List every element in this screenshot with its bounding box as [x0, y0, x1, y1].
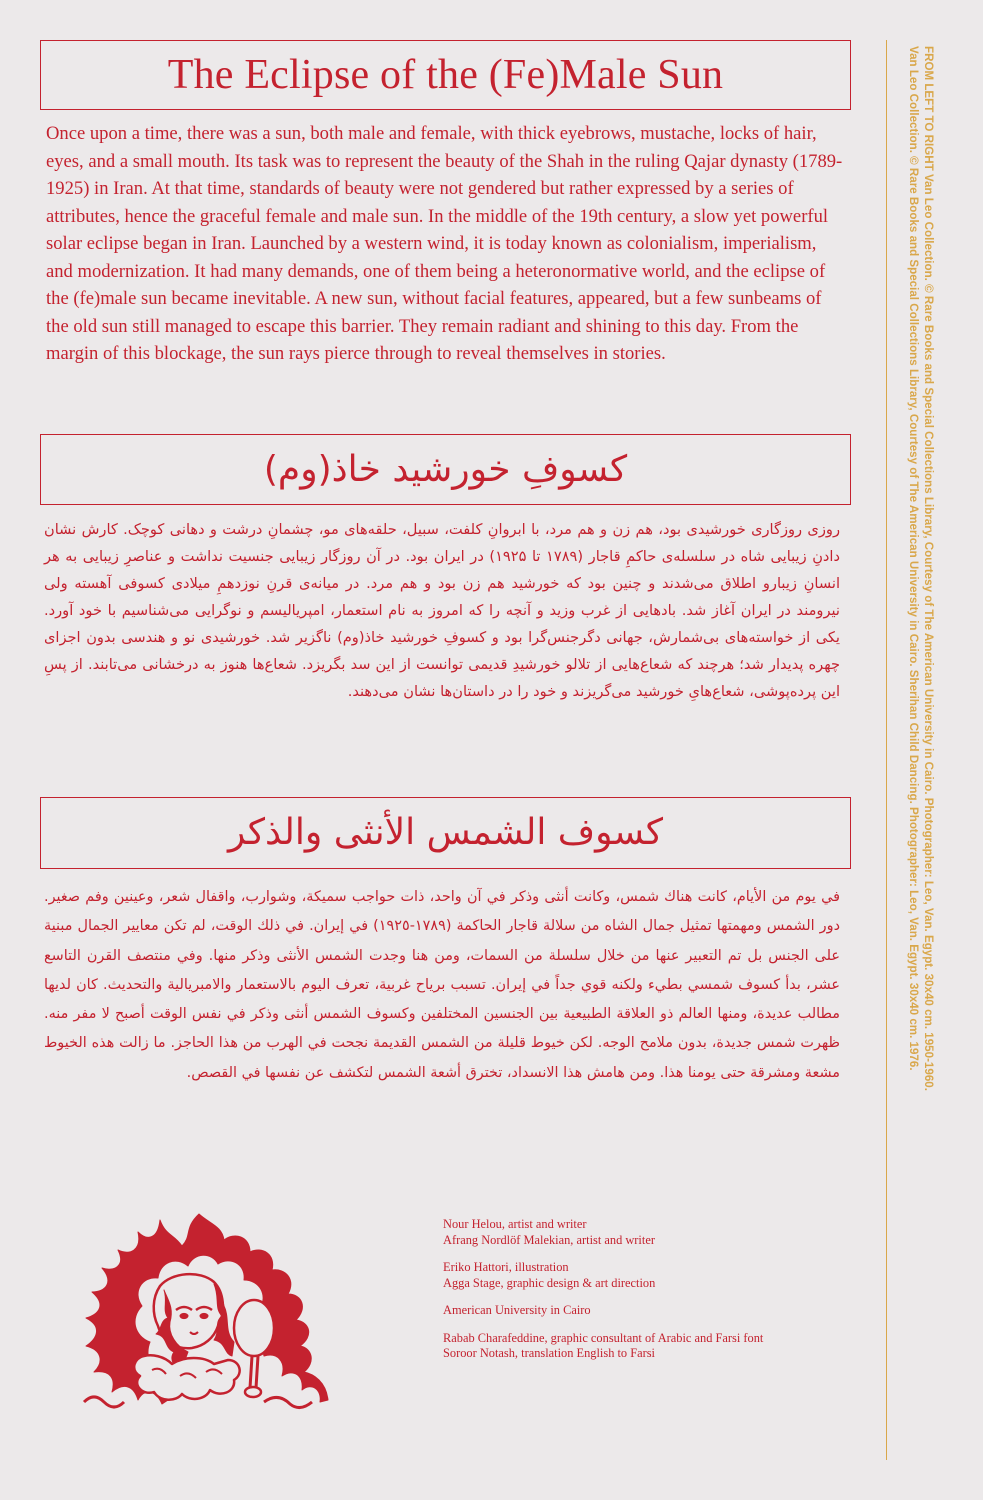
photo-credit-vertical	[906, 46, 936, 1446]
gold-divider	[886, 40, 887, 1460]
arabic-title: كسوف الشمس الأنثى والذكر	[228, 812, 663, 853]
farsi-title: کسوفِ خورشید خاذ(وم)	[263, 448, 628, 490]
credit-line: Nour Helou, artist and writer	[443, 1217, 587, 1231]
arabic-title-box	[40, 797, 851, 869]
credit-line: Agga Stage, graphic design & art direction	[443, 1275, 656, 1290]
credit-line: Eriko Hattori, illustration	[443, 1260, 569, 1274]
credit-group-design	[443, 1260, 873, 1291]
photo-credit-line-2: Van Leo Collection. © Rare Books and Special Collections Library, Courtesy of The American University in Cairo. Sherihan Child Dancing. Photographer: Leo, Van. Egypt. 30x40 cm. 1976.	[907, 46, 920, 1071]
flaming-sun-figure-icon	[64, 1206, 334, 1418]
credits	[443, 1217, 873, 1374]
photo-credit-line-1: FROM LEFT TO RIGHT Van Leo Collection. © Rare Books and Special Collections Library, Courtesy of The American University in Cairo. Photographer: Leo, Van. Egypt. 30x40 cm. 1950-1960.	[922, 46, 935, 1091]
farsi-title-box	[40, 434, 851, 505]
credit-line: Soroor Notash, translation English to Farsi	[443, 1346, 656, 1360]
credit-line: Afrang Nordlöf Malekian, artist and writer	[443, 1232, 655, 1247]
english-title: The Eclipse of the (Fe)Male Sun	[167, 52, 724, 98]
credit-group-consultants	[443, 1331, 873, 1362]
arabic-body: في يوم من الأيام، كانت هناك شمس، وكانت أنثى وذكر في آن واحد، ذات حواجب سميكة، وشوارب، واقفال شعر، وعينين وفم صغير. دور الشمس ومهمتها تمثيل جمال الشاه من سلالة قاجار الحاكمة (١٧٨٩-١٩٢٥) في إيران. في ذلك الوقت، لم تكن معايير الجمال مبنية على الجنس بل تم التعبير عنها من خلال سلسلة من السمات، ومن هنا وجدت الشمس الأنثى وذكر منها. وفي منتصف القرن التاسع عشر، بدأ كسوف شمسي بطيء ولكنه قوي جداً في إيران. تسبب برياح غربية، تعرف اليوم بالاستعمار والامبريالية والتحديث. كان لديها مطالب عديدة، ومنها العالم ذو العلاقة الطبيعية بين الجنسين المختلفين وكسوف الشمس أنثى وذكر في نفس الوقت أصبح لا مفر منه. ظهرت شمس جديدة، بدون ملامح الوجه. لكن خيوط قليلة من الشمس القديمة نجحت في الهرب من هذا الحاجز. ما زالت هذه الخيوط مشعة ومشرقة حتى يومنا هذا. ومن هامش هذا الانسداد، تخترق أشعة الشمس لتكشف عن نفسها في القصص.	[44, 889, 840, 1081]
credit-group-authors	[443, 1217, 873, 1248]
farsi-body: روزی روزگاری خورشیدی بود، هم زن و هم مرد، با ابروانِ کلفت، سبیل، حلقه‌های مو، چشمانِ درشت و دهانی کوچک. کارش نشان دادنِ زیبایی شاه در سلسله‌ی حاکمِ قاجار (۱۷۸۹ تا ۱۹۲۵) در ایران بود. در آن روزگار زیبایی جنسیت نداشت و عناصرِ زیبایی به هر انسانِ زیبارو اطلاق می‌شدند و چنین بود که خورشید هم زن بود و هم مرد. در میانه‌ی قرنِ نوزدهمِ میلادی کسوفی آهسته ولی نیرومند در ایران آغاز شد. بادهایی از غرب وزید و آنچه را که امروز به نام استعمار، امپریالیسم و نوگرایی می‌شناسیم با خود آورد. یکی از خواسته‌های بی‌شمارش، جهانی دگرجنس‌گرا بود و کسوفِ خورشید خاذ(وم) ناگزیر شد. خورشیدی نو و هندسی بدون اجزای چهره پدیدار شد؛ هرچند که شعاع‌هایی از تلالو خورشیدِ قدیمی توانست از این سد بگریزد. شعاع‌ها هنوز به درخشانی می‌تابند. از پسِ این پرده‌پوشی، شعاع‌هایِ خورشید می‌گریزند و خود را در داستان‌ها نشان می‌دهند.	[44, 521, 840, 700]
english-title-box	[40, 40, 851, 110]
english-body: Once upon a time, there was a sun, both male and female, with thick eyebrows, mustache, locks of hair, eyes, and a small mouth. Its task was to represent the beauty of the Shah in the ruling Qajar dynasty (1789-1925) in Iran. At that time, standards of beauty were not gendered but rather expressed by a series of attributes, hence the graceful female and male sun. In the middle of the 19th century, a slow yet powerful solar eclipse began in Iran. Launched by a western wind, it is today known as colonialism, imperialism, and modernization. It had many demands, one of them being a heteronormative world, and the eclipse of the (fe)male sun became inevitable. A new sun, without facial features, appeared, but a few sunbeams of the old sun still managed to escape this barrier. They remain radiant and shining to this day. From the margin of this blockage, the sun rays pierce through to reveal themselves in stories.	[46, 123, 843, 364]
credit-line: Rabab Charafeddine, graphic consultant of Arabic and Farsi font	[443, 1330, 764, 1345]
credit-group-institution	[443, 1303, 873, 1319]
credit-line: American University in Cairo	[443, 1303, 591, 1317]
